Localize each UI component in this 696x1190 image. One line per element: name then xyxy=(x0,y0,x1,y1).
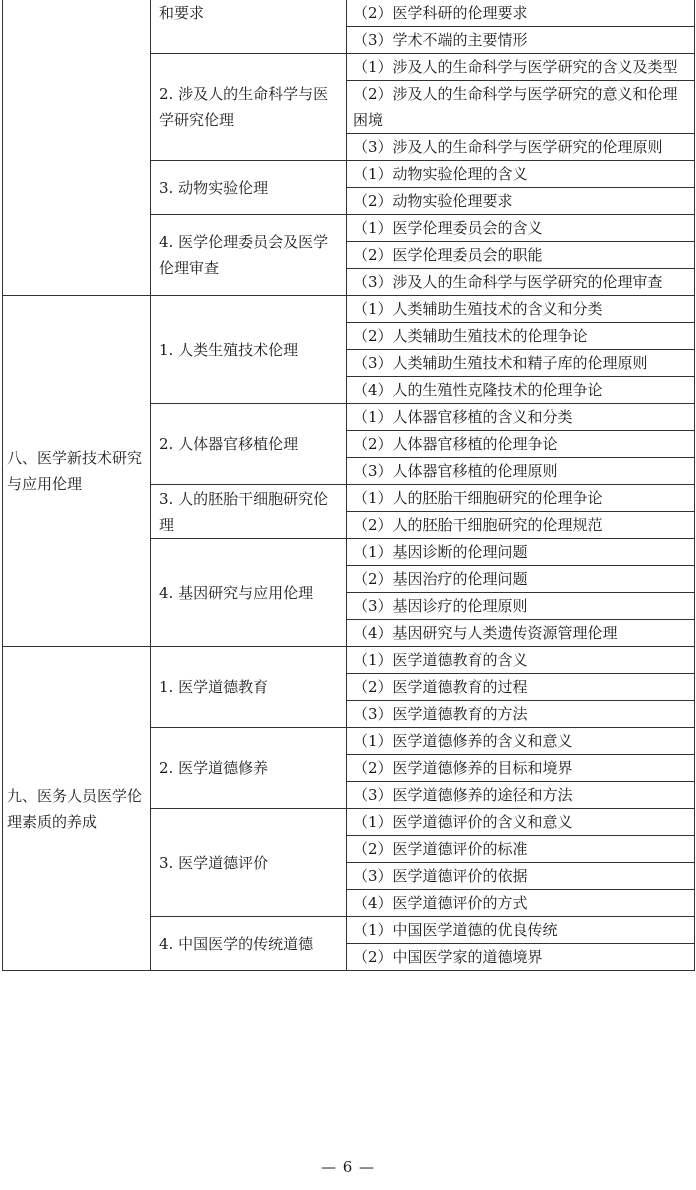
knowledge-point: （3）基因诊疗的伦理原则 xyxy=(347,593,695,620)
table-row xyxy=(3,0,695,27)
unit-title xyxy=(3,0,151,296)
knowledge-point: （2）医学道德评价的标准 xyxy=(347,836,695,863)
knowledge-point: （3）涉及人的生命科学与医学研究的伦理审查 xyxy=(347,269,695,296)
knowledge-point: （2）人的胚胎干细胞研究的伦理规范 xyxy=(347,512,695,539)
subunit-title: 1. 人类生殖技术伦理 xyxy=(151,296,347,404)
subunit-title: 4. 基因研究与应用伦理 xyxy=(151,539,347,647)
knowledge-point: （1）中国医学道德的优良传统 xyxy=(347,917,695,944)
subunit-title: 3. 人的胚胎干细胞研究伦理 xyxy=(151,485,347,539)
subunit-title: 2. 人体器官移植伦理 xyxy=(151,404,347,485)
knowledge-point: （2）基因治疗的伦理问题 xyxy=(347,566,695,593)
knowledge-point: （2）人体器官移植的伦理争论 xyxy=(347,431,695,458)
knowledge-point: （1）涉及人的生命科学与医学研究的含义及类型 xyxy=(347,54,695,81)
knowledge-point: （3）医学道德评价的依据 xyxy=(347,863,695,890)
subunit-title: 3. 动物实验伦理 xyxy=(151,161,347,215)
knowledge-point: （2）医学科研的伦理要求 xyxy=(347,0,695,27)
knowledge-point: （2）中国医学家的道德境界 xyxy=(347,944,695,971)
subunit-title: 2. 涉及人的生命科学与医学研究伦理 xyxy=(151,54,347,161)
subunit-title: 和要求 xyxy=(151,0,347,54)
knowledge-point: （2）医学伦理委员会的职能 xyxy=(347,242,695,269)
syllabus-table xyxy=(2,0,695,971)
page-number: — 6 — xyxy=(320,1158,376,1176)
knowledge-point: （1）动物实验伦理的含义 xyxy=(347,161,695,188)
knowledge-point: （2）医学道德教育的过程 xyxy=(347,674,695,701)
knowledge-point: （3）涉及人的生命科学与医学研究的伦理原则 xyxy=(347,134,695,161)
knowledge-point: （1）医学道德修养的含义和意义 xyxy=(347,728,695,755)
syllabus-body xyxy=(3,0,695,971)
knowledge-point: （1）医学道德评价的含义和意义 xyxy=(347,809,695,836)
subunit-title: 2. 医学道德修养 xyxy=(151,728,347,809)
knowledge-point: （3）学术不端的主要情形 xyxy=(347,27,695,54)
table-row xyxy=(3,647,695,674)
unit-title: 八、医学新技术研究与应用伦理 xyxy=(3,296,151,647)
subunit-title: 1. 医学道德教育 xyxy=(151,647,347,728)
subunit-title: 4. 医学伦理委员会及医学伦理审查 xyxy=(151,215,347,296)
knowledge-point: （4）医学道德评价的方式 xyxy=(347,890,695,917)
knowledge-point: （3）人类辅助生殖技术和精子库的伦理原则 xyxy=(347,350,695,377)
knowledge-point: （1）医学道德教育的含义 xyxy=(347,647,695,674)
table-row xyxy=(3,296,695,323)
knowledge-point: （1）医学伦理委员会的含义 xyxy=(347,215,695,242)
unit-title: 九、医务人员医学伦理素质的养成 xyxy=(3,647,151,971)
knowledge-point: （2）人类辅助生殖技术的伦理争论 xyxy=(347,323,695,350)
knowledge-point: （2）涉及人的生命科学与医学研究的意义和伦理困境 xyxy=(347,81,695,134)
knowledge-point: （4）基因研究与人类遗传资源管理伦理 xyxy=(347,620,695,647)
knowledge-point: （3）医学道德修养的途径和方法 xyxy=(347,782,695,809)
knowledge-point: （3）人体器官移植的伦理原则 xyxy=(347,458,695,485)
knowledge-point: （4）人的生殖性克隆技术的伦理争论 xyxy=(347,377,695,404)
knowledge-point: （1）人体器官移植的含义和分类 xyxy=(347,404,695,431)
knowledge-point: （3）医学道德教育的方法 xyxy=(347,701,695,728)
subunit-title: 3. 医学道德评价 xyxy=(151,809,347,917)
knowledge-point: （1）人类辅助生殖技术的含义和分类 xyxy=(347,296,695,323)
knowledge-point: （2）动物实验伦理要求 xyxy=(347,188,695,215)
knowledge-point: （2）医学道德修养的目标和境界 xyxy=(347,755,695,782)
knowledge-point: （1）基因诊断的伦理问题 xyxy=(347,539,695,566)
subunit-title: 4. 中国医学的传统道德 xyxy=(151,917,347,971)
knowledge-point: （1）人的胚胎干细胞研究的伦理争论 xyxy=(347,485,695,512)
